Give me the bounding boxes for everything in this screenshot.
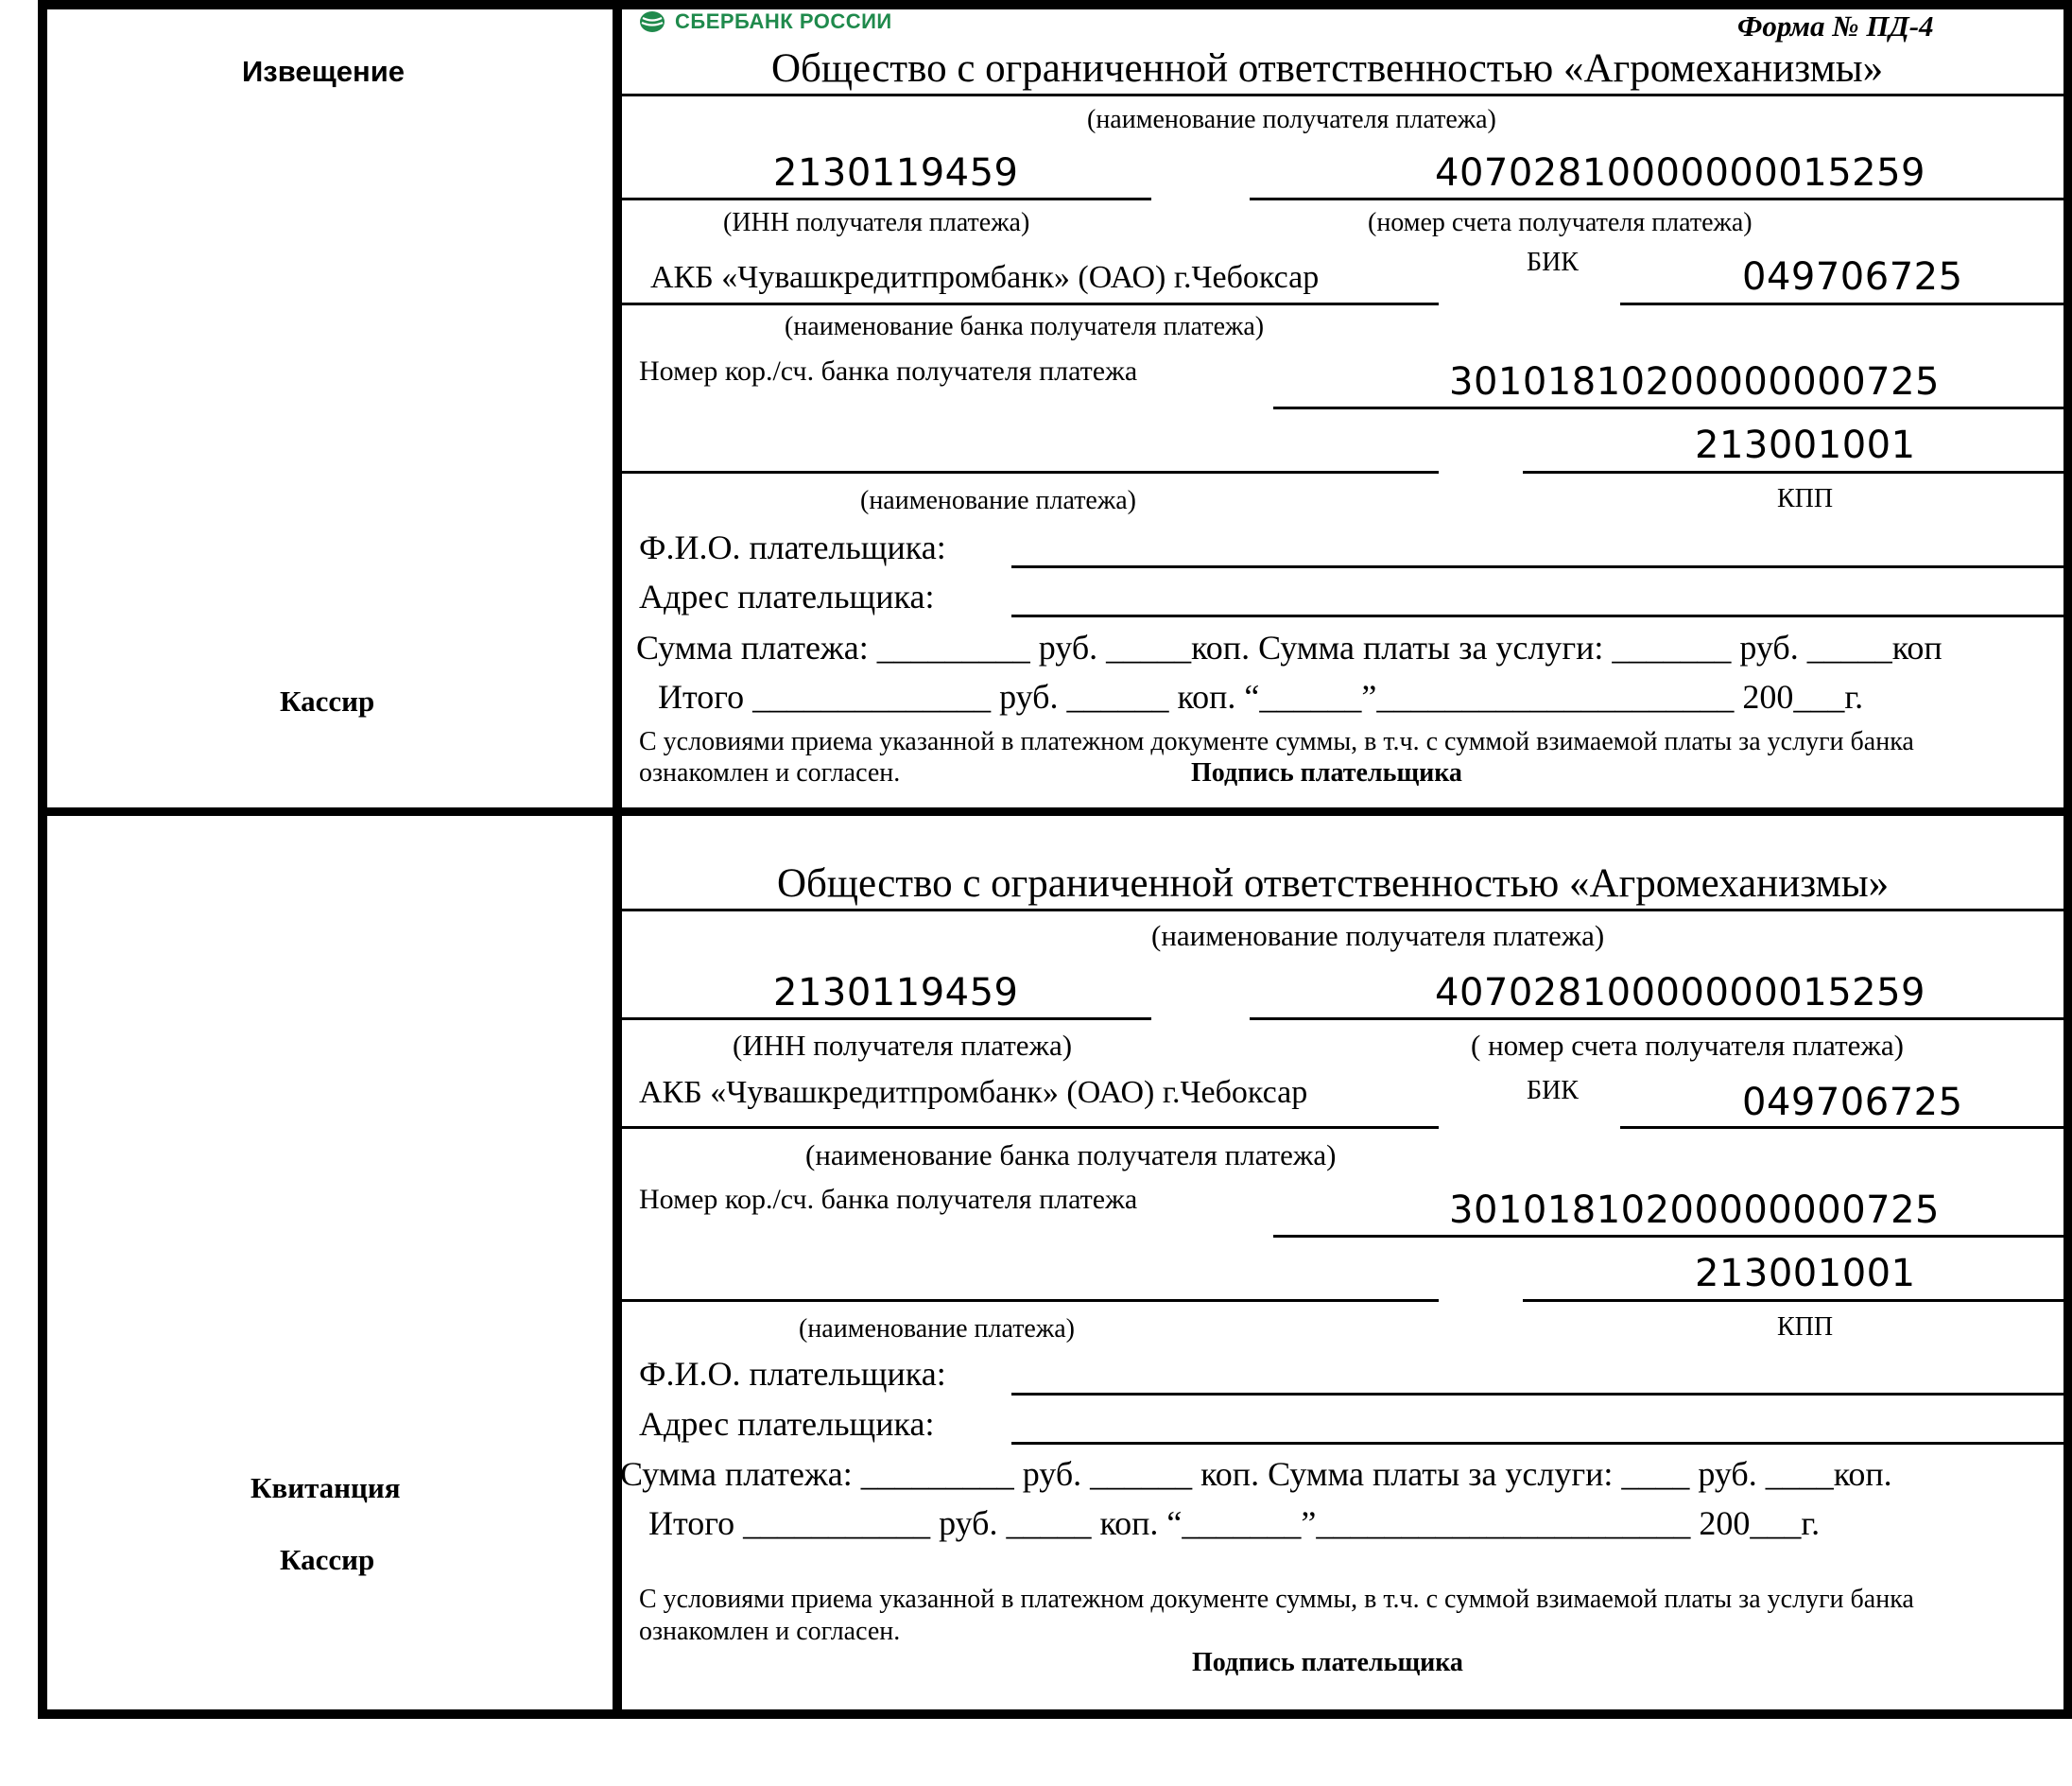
receipt-bik-label: БИК	[1527, 1076, 1579, 1105]
notice-recipient-caption: (наименование получателя платежа)	[1087, 105, 1496, 134]
receipt-sum-line: Сумма платежа: _________ руб. ______ коп. Сумма платы за услуги: ____ руб. ____коп.	[620, 1455, 1892, 1493]
receipt-payer-address-line[interactable]	[1011, 1442, 2063, 1445]
receipt-account-line	[1250, 1017, 2063, 1020]
notice-sum-line: Сумма платежа: _________ руб. _____коп. Сумма платы за услуги: _______ руб. _____коп	[636, 629, 1942, 667]
receipt-bank-line	[622, 1126, 1439, 1129]
notice-kpp-value: 213001001	[1695, 424, 1916, 467]
receipt-payer-address-label: Адрес плательщика:	[639, 1405, 935, 1443]
notice-bank-line	[622, 303, 1439, 305]
receipt-corr-line	[1273, 1235, 2063, 1238]
receipt-corr-label: Номер кор./сч. банка получателя платежа	[639, 1184, 1138, 1215]
receipt-inn-caption: (ИНН получателя платежа)	[733, 1029, 1073, 1062]
receipt-corr-account: 30101810200000000725	[1449, 1188, 1940, 1232]
receipt-payer-name-line[interactable]	[1011, 1393, 2063, 1396]
notice-bank-name: АКБ «Чувашкредитпромбанк» (ОАО) г.Чебоксар	[650, 260, 1320, 295]
notice-payer-name-line[interactable]	[1011, 565, 2063, 568]
sberbank-logo	[639, 9, 892, 34]
notice-signature-label: Подпись плательщика	[1191, 758, 1462, 788]
notice-bik-label: БИК	[1527, 248, 1579, 277]
receipt-total-line: Итого ___________ руб. _____ коп. “_______”______________________ 200___г.	[648, 1504, 1821, 1542]
notice-inn-value: 2130119459	[773, 151, 1019, 195]
receipt-account-value: 40702810000000015259	[1435, 971, 1925, 1014]
notice-recipient: Общество с ограниченной ответственностью «Агромеханизмы»	[771, 46, 1884, 91]
receipt-side-title: Квитанция	[250, 1471, 401, 1504]
receipt-terms-line2: ознакомлен и согласен.	[639, 1617, 901, 1646]
notice-payment-caption: (наименование платежа)	[860, 486, 1136, 515]
frame-bottom	[38, 1709, 2072, 1719]
receipt-payment-line	[622, 1299, 1439, 1302]
notice-corr-line	[1273, 407, 2063, 409]
receipt-kpp-value: 213001001	[1695, 1252, 1916, 1295]
notice-account-caption: (номер счета получателя платежа)	[1368, 208, 1753, 237]
receipt-bank-name: АКБ «Чувашкредитпромбанк» (ОАО) г.Чебоксар	[639, 1075, 1308, 1110]
receipt-bank-caption: (наименование банка получателя платежа)	[805, 1138, 1337, 1171]
receipt-bik-value: 049706725	[1742, 1081, 1963, 1124]
receipt-bik-line	[1620, 1126, 2063, 1129]
receipt-kpp-line	[1523, 1299, 2063, 1302]
notice-corr-account: 30101810200000000725	[1449, 360, 1940, 404]
receipt-recipient: Общество с ограниченной ответственностью «Агромеханизмы»	[777, 861, 1890, 906]
receipt-payment-caption: (наименование платежа)	[799, 1314, 1075, 1344]
notice-corr-label: Номер кор./сч. банка получателя платежа	[639, 355, 1138, 387]
form-id: Форма № ПД-4	[1737, 9, 1934, 43]
receipt-inn-line	[622, 1017, 1151, 1020]
receipt-side-cashier: Кассир	[280, 1543, 375, 1576]
frame-right	[2063, 0, 2072, 1719]
receipt-signature-label: Подпись плательщика	[1192, 1648, 1463, 1677]
notice-inn-caption: (ИНН получателя платежа)	[723, 208, 1030, 237]
receipt-payer-name-label: Ф.И.О. плательщика:	[639, 1355, 946, 1393]
notice-account-value: 40702810000000015259	[1435, 151, 1925, 195]
notice-payer-name-label: Ф.И.О. плательщика:	[639, 529, 946, 566]
notice-kpp-label: КПП	[1777, 484, 1834, 513]
notice-recipient-line	[622, 94, 2063, 96]
receipt-recipient-caption: (наименование получателя платежа)	[1151, 919, 1605, 952]
notice-side-cashier: Кассир	[280, 685, 375, 718]
notice-kpp-line	[1523, 471, 2063, 474]
receipt-recipient-line	[622, 909, 2063, 911]
notice-side-title: Извещение	[242, 55, 405, 88]
notice-total-line: Итого ______________ руб. ______ коп. “______”_____________________ 200___г.	[658, 678, 1864, 716]
notice-inn-line	[622, 198, 1151, 200]
receipt-inn-value: 2130119459	[773, 971, 1019, 1014]
notice-account-line	[1250, 198, 2063, 200]
notice-payer-address-line[interactable]	[1011, 615, 2063, 617]
notice-bik-value: 049706725	[1742, 255, 1963, 299]
notice-payment-line	[622, 471, 1439, 474]
sberbank-logo-icon	[639, 9, 665, 34]
frame-divider-horizontal	[38, 807, 2072, 816]
notice-terms-line1: С условиями приема указанной в платежном документе суммы, в т.ч. с суммой взимаемой платы за услуги банка	[639, 727, 1914, 756]
notice-bank-caption: (наименование банка получателя платежа)	[785, 312, 1265, 341]
receipt-account-caption: ( номер счета получателя платежа)	[1471, 1029, 1904, 1062]
frame-left	[38, 0, 47, 1719]
notice-terms-line2: ознакомлен и согласен.	[639, 758, 901, 788]
notice-bik-line	[1620, 303, 2063, 305]
receipt-kpp-label: КПП	[1777, 1312, 1834, 1342]
receipt-terms-line1: С условиями приема указанной в платежном документе суммы, в т.ч. с суммой взимаемой платы за услуги банка	[639, 1585, 1914, 1614]
notice-payer-address-label: Адрес плательщика:	[639, 578, 935, 616]
frame-top	[38, 0, 2072, 9]
sberbank-logo-text: СБЕРБАНК РОССИИ	[675, 9, 892, 33]
